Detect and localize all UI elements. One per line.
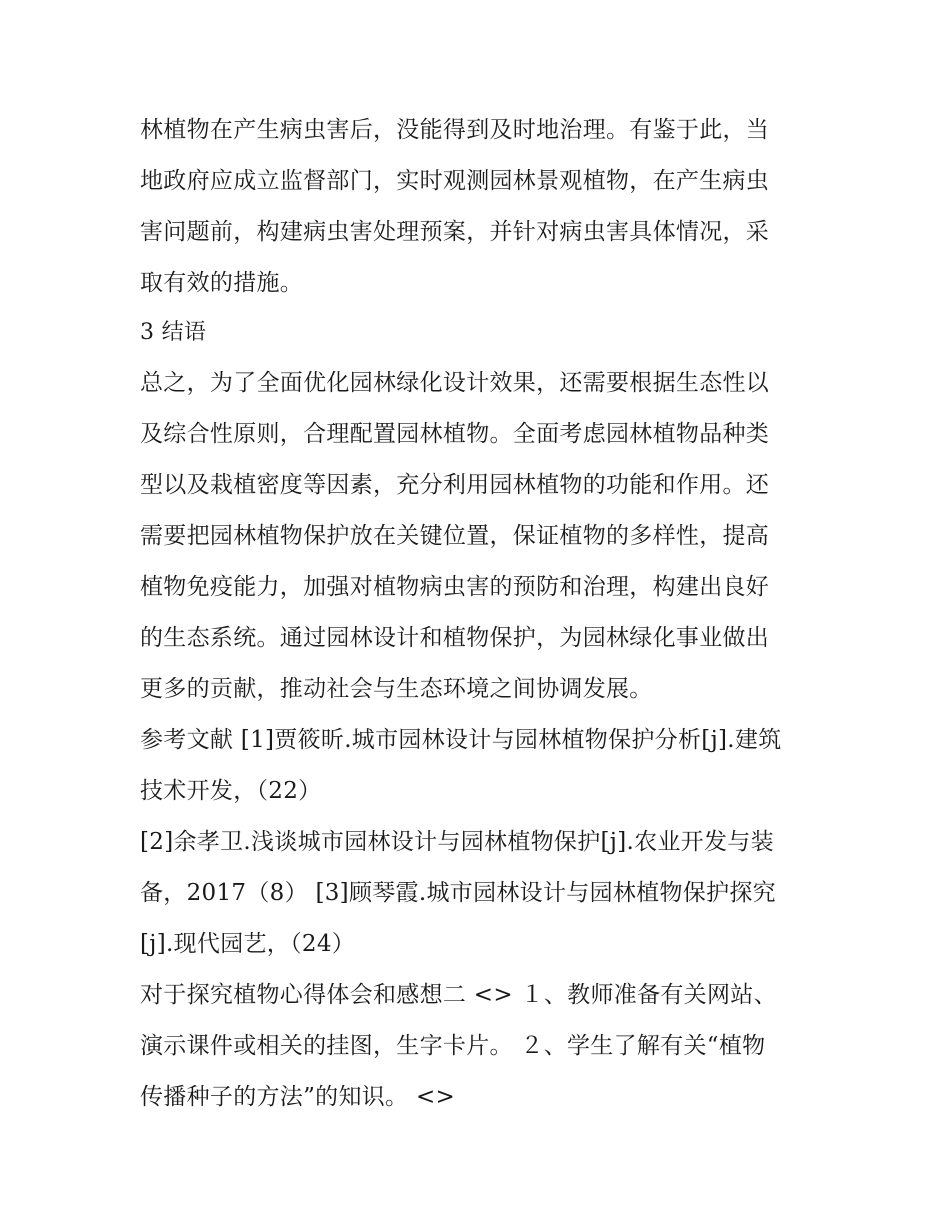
paragraph-1-line-3: 害问题前，构建病虫害处理预案，并针对病虫害具体情况，采 [140, 219, 770, 245]
section-heading: 3 结语 [140, 320, 207, 345]
paragraph-3-line-1: 对于探究植物心得体会和感想二 <> １、教师准备有关网站、 [140, 982, 777, 1008]
paragraph-3-line-2: 演示课件或相关的挂图，生字卡片。 ２、学生了解有关“植物 [140, 1033, 766, 1059]
paragraph-1-line-2: 地政府应成立监督部门，实时观测园林景观植物，在产生病虫 [140, 168, 770, 194]
reference-line-3: [2]余孝卫.浅谈城市园林设计与园林植物保护[j].农业开发与装 [140, 829, 774, 855]
paragraph-2-line-5: 植物免疫能力，加强对植物病虫害的预防和治理，构建出良好 [140, 574, 770, 600]
paragraph-2-line-1: 总之，为了全面优化园林绿化设计效果，还需要根据生态性以 [140, 370, 770, 396]
paragraph-2-line-3: 型以及栽植密度等因素，充分利用园林植物的功能和作用。还 [140, 472, 770, 498]
paragraph-3-line-3: 传播种子的方法”的知识。 <> [140, 1084, 456, 1110]
paragraph-2-line-2: 及综合性原则，合理配置园林植物。全面考虑园林植物品种类 [140, 421, 770, 447]
paragraph-2-line-6: 的生态系统。通过园林设计和植物保护，为园林绿化事业做出 [140, 625, 770, 651]
reference-line-1: 参考文献 [1]贾筱昕.城市园林设计与园林植物保护分析[j].建筑 [140, 727, 782, 753]
paragraph-1-line-4: 取有效的措施。 [140, 270, 304, 296]
paragraph-2-line-4: 需要把园林植物保护放在关键位置，保证植物的多样性，提高 [140, 523, 770, 549]
reference-line-2: 技术开发，（22） [140, 778, 322, 804]
paragraph-2-line-7: 更多的贡献，推动社会与生态环境之间协调发展。 [140, 676, 653, 702]
reference-line-4: 备，2017（8） [3]顾琴霞.城市园林设计与园林植物保护探究 [140, 880, 776, 906]
paragraph-1-line-1: 林植物在产生病虫害后，没能得到及时地治理。有鉴于此，当 [140, 117, 770, 143]
reference-line-5: [j].现代园艺，（24） [140, 931, 356, 957]
